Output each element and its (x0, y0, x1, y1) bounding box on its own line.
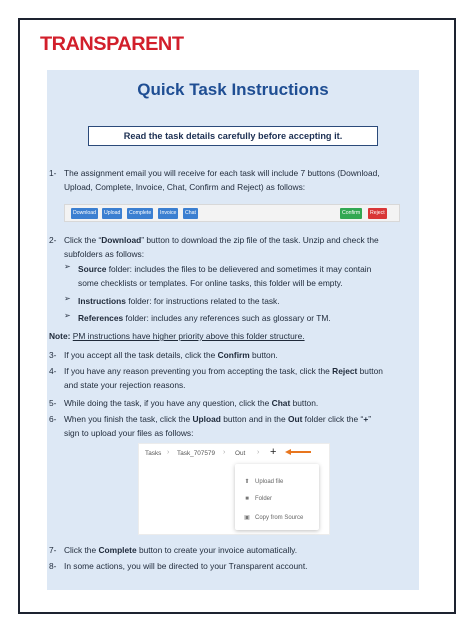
breadcrumb-tasks[interactable]: Tasks (145, 450, 162, 457)
invoice-button[interactable]: Invoice (158, 208, 178, 219)
sub-instructions: Instructions folder: for instructions related to the task. (78, 296, 280, 306)
item-4-number: 4- (49, 366, 57, 376)
bullet-arrow-icon: ➢ (64, 262, 71, 271)
item-1-line-2: Upload, Complete, Invoice, Chat, Confirm and Reject) as follows: (64, 182, 306, 192)
item-6-number: 6- (49, 414, 57, 424)
complete-button[interactable]: Complete (127, 208, 153, 219)
item-8-number: 8- (49, 561, 57, 571)
chevron-right-icon: › (223, 449, 226, 456)
item-3-line: If you accept all the task details, click the Confirm button. (64, 350, 278, 360)
download-button[interactable]: Download (71, 208, 98, 219)
sub-references: References folder: includes any references such as glossary or TM. (78, 313, 331, 323)
reject-button[interactable]: Reject (368, 208, 387, 219)
item-2-line-1: Click the “Download” button to download the zip file of the task. Unzip and check the (64, 235, 379, 245)
upload-button[interactable]: Upload (102, 208, 122, 219)
item-2-line-2: subfolders as follows: (64, 249, 145, 259)
sub-source-line-2: some checklists or templates. For online tasks, this folder will be empty. (78, 278, 343, 288)
item-1-line-1: The assignment email you will receive for each task will include 7 buttons (Download, (64, 168, 380, 178)
chevron-right-icon: › (167, 449, 170, 456)
item-3-number: 3- (49, 350, 57, 360)
item-2-number: 2- (49, 235, 57, 245)
folder-icon: ■ (245, 496, 249, 502)
upload-screenshot (138, 443, 330, 535)
add-plus-button[interactable]: + (270, 446, 277, 458)
breadcrumb-task[interactable]: Task_707579 (177, 450, 216, 457)
item-4-line-2: and state your rejection reasons. (64, 380, 186, 390)
chevron-right-icon: › (257, 449, 260, 456)
menu-item-copy-from-source[interactable]: ▣ Copy from Source (244, 515, 304, 521)
email-buttons-bar (64, 204, 400, 222)
item-8-line: In some actions, you will be directed to your Transparent account. (64, 561, 308, 571)
item-7-number: 7- (49, 545, 57, 555)
item-5-line: While doing the task, if you have any question, click the Chat button. (64, 398, 319, 408)
item-5-number: 5- (49, 398, 57, 408)
item-6-line-2: sign to upload your files as follows: (64, 428, 194, 438)
item-1-number: 1- (49, 168, 57, 178)
bullet-arrow-icon: ➢ (64, 311, 71, 320)
transparent-logo: TRANSPARENT (40, 34, 184, 55)
menu-item-folder[interactable]: ■ Folder (243, 496, 272, 502)
item-6-line-1: When you finish the task, click the Upload button and in the Out folder click the “+” (64, 414, 372, 424)
note: Note: PM instructions have higher priority above this folder structure. (49, 331, 305, 341)
item-4-line-1: If you have any reason preventing you from accepting the task, click the Reject button (64, 366, 383, 376)
chat-button[interactable]: Chat (183, 208, 198, 219)
notice-box: Read the task details carefully before accepting it. (88, 126, 378, 146)
page-title: Quick Task Instructions (137, 80, 329, 99)
pointer-arrow-icon (285, 449, 311, 455)
upload-menu (235, 464, 319, 530)
confirm-button[interactable]: Confirm (340, 208, 362, 219)
upload-icon: ⬆ (244, 479, 250, 485)
item-7-line: Click the Complete button to create your invoice automatically. (64, 545, 298, 555)
breadcrumb-out[interactable]: Out (235, 450, 246, 457)
sub-source-line-1: Source folder: includes the files to be delievered and sometimes it may contain (78, 264, 372, 274)
bullet-arrow-icon: ➢ (64, 294, 71, 303)
menu-item-upload-file[interactable]: ⬆ Upload file (244, 479, 284, 485)
copy-icon: ▣ (244, 515, 250, 521)
